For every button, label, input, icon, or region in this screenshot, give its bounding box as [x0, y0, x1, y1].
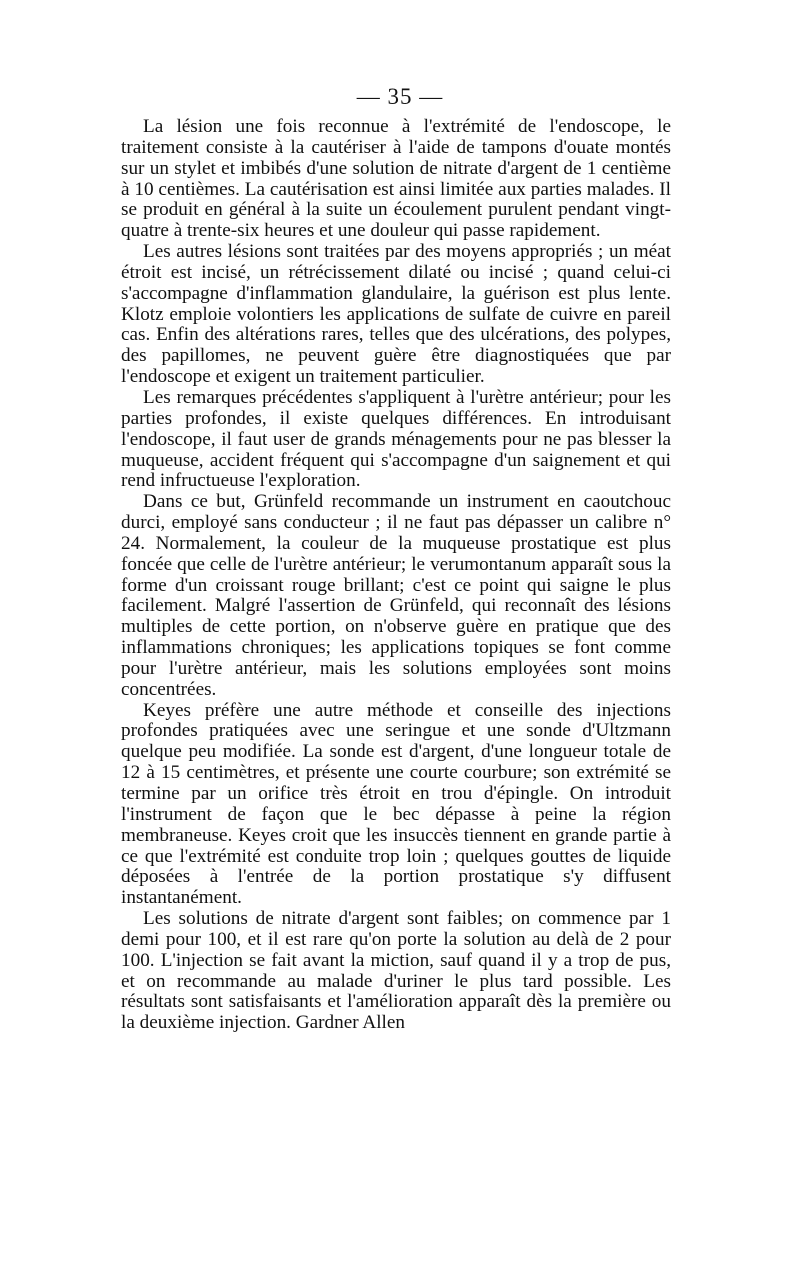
paragraph-deep-urethra: Les remarques précédentes s'appliquent à l'urètre antérieur; pour les parties profondes, il existe quelques différences. En introduisant l'endoscope, il faut user de grands ménagements pour ne pas blesser la muqueuse, accident fréquent qui s'accompagne d'un saignement et qui rend infructueuse l'exploration. [121, 386, 671, 492]
page-number: — 35 — [356, 84, 444, 109]
paragraph-grunfeld: Dans ce but, Grünfeld recommande un instrument en caoutchouc durci, employé sans conducteur ; il ne faut pas dépasser un calibre n° 24. Normalement, la couleur de la muqueuse prostatique est plus foncée que celle de l'urètre antérieur; le verumontanum apparaît sous la forme d'un croissant rouge brillant; c'est ce point qui saigne le plus facilement. Malgré l'assertion de Grünfeld, qui reconnaît des lésions multiples de cette portion, on n'observe guère en pratique que des inflammations chroniques; les applications topiques se font comme pour l'urètre antérieur, mais les solutions employées sont moins concentrées. [121, 491, 671, 700]
paragraph-lesion-treatment: La lésion une fois reconnue à l'extrémité de l'endoscope, le traitement consiste à la cautériser à l'aide de tampons d'ouate montés sur un stylet et imbibés d'une solution de nitrate d'argent de 1 centième à 10 centièmes. La cautérisation est ainsi limitée aux parties malades. Il se produit en général à la suite un écoulement purulent pendant vingt-quatre à trente-six heures et une douleur qui passe rapidement. [121, 116, 671, 242]
paragraph-silver-nitrate: Les solutions de nitrate d'argent sont faibles; on commence par 1 demi pour 100, et il est rare qu'on porte la solution au delà de 2 pour 100. L'injection se fait avant la miction, sauf quand il y a trop de pus, et on recommande au malade d'uriner le plus tard possible. Les résultats sont satisfaisants et l'amélioration apparaît dès la première ou la deuxième injection. Gardner Allen [121, 908, 671, 1034]
paragraph-other-lesions: Les autres lésions sont traitées par des moyens appropriés ; un méat étroit est incisé, un rétrécissement dilaté ou incisé ; quand celui-ci s'accompagne d'inflammation glandulaire, la guérison est plus lente. Klotz emploie volontiers les applications de sulfate de cuivre en pareil cas. Enfin des altérations rares, telles que des ulcérations, des polypes, des papillomes, ne peuvent guère être diagnostiquées que par l'endoscope et exigent un traitement particulier. [121, 241, 671, 388]
paragraph-keyes: Keyes préfère une autre méthode et conseille des injections profondes pratiquées avec une seringue et une sonde d'Ultzmann quelque peu modifiée. La sonde est d'argent, d'une longueur totale de 12 à 15 centimètres, et présente une courte courbure; son extrémité se termine par un orifice très étroit en trou d'épingle. On introduit l'instrument de façon que le bec dépasse à peine la région membraneuse. Keyes croit que les insuccès tiennent en grande partie à ce que l'extrémité est conduite trop loin ; quelques gouttes de liquide déposées à l'entrée de la portion prostatique s'y diffusent instantanément. [121, 699, 671, 909]
body-text [121, 117, 671, 1034]
